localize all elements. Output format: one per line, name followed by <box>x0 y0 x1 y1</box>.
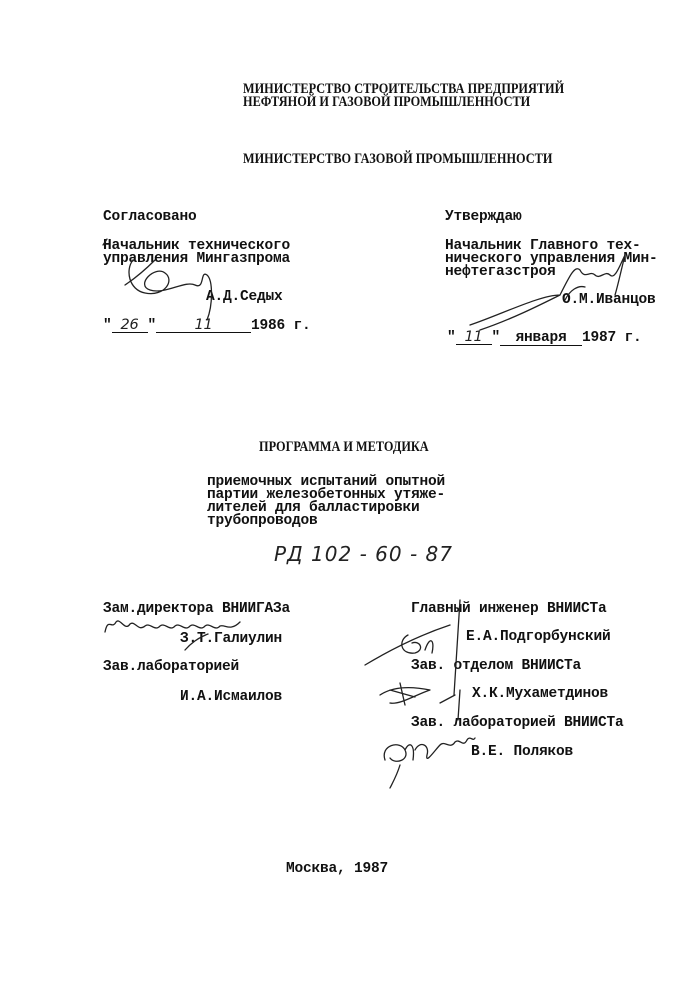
document-subtitle-3: лителей для балластировки <box>207 500 420 516</box>
approval-left-date-year: 1986 г. <box>251 318 311 334</box>
signature-polyakov <box>375 720 505 790</box>
approval-left-heading: Согласовано <box>103 209 197 225</box>
ministry-2: МИНИСТЕРСТВО ГАЗОВОЙ ПРОМЫШЛЕННОСТИ <box>243 151 553 167</box>
approval-left-position-1: Начальник технического <box>103 238 291 254</box>
signatory-right-name: Х.К.Мухаметдинов <box>472 686 609 702</box>
signatory-left-name: И.А.Исмаилов <box>180 689 283 705</box>
document-subtitle-2: партии железобетонных утяже- <box>207 487 446 503</box>
signature-ivantsov <box>460 245 640 335</box>
signatory-left-name: З.Т.Галиулин <box>180 631 283 647</box>
approval-right-name: О.М.Иванцов <box>562 292 656 308</box>
ministry-1-line-2: НЕФТЯНОЙ И ГАЗОВОЙ ПРОМЫШЛЕННОСТИ <box>243 94 531 110</box>
approval-right-position-2: нического управления Мин- <box>445 251 658 267</box>
approval-right-position-3: нефтегазстроя <box>445 264 556 280</box>
signatory-right-position: Зав. отделом ВНИИСТа <box>411 658 582 674</box>
approval-right-date: " 11 " января 1987 г. <box>447 329 642 346</box>
signatory-right-position: Зав. лабораторией ВНИИСТа <box>411 715 624 731</box>
signatory-left-position: Зам.директора ВНИИГАЗа <box>103 601 291 617</box>
approval-right-heading: Утверждаю <box>445 209 522 225</box>
approval-left-date-month: 11 <box>156 319 251 333</box>
approval-left-position-2: управления Мингазпрома <box>103 251 291 267</box>
document-title: ПРОГРАММА И МЕТОДИКА <box>259 439 429 455</box>
approval-right-date-month: января <box>500 332 582 346</box>
signatory-right-name: Е.А.Подгорбунский <box>466 629 611 645</box>
approval-left-date: " 26 " 11 1986 г. <box>103 317 311 334</box>
signatory-left-position: Зав.лабораторией <box>103 659 240 675</box>
signatory-right-name: В.Е. Поляков <box>471 744 574 760</box>
signature-sedykh <box>95 235 215 315</box>
ministry-1-line-1: МИНИСТЕРСТВО СТРОИТЕЛЬСТВА ПРЕДПРИЯТИЙ <box>243 81 565 97</box>
signature-galiulin <box>100 612 250 652</box>
place-and-year: Москва, 1987 <box>286 861 389 877</box>
approval-left-name: А.Д.Седых <box>206 289 283 305</box>
document-subtitle-1: приемочных испытаний опытной <box>207 474 446 490</box>
document-code: РД 102 - 60 - 87 <box>274 542 453 566</box>
document-subtitle-4: трубопроводов <box>207 513 318 529</box>
signatory-right-position: Главный инженер ВНИИСТа <box>411 601 607 617</box>
approval-right-date-year: 1987 г. <box>582 330 642 346</box>
approval-left-date-day: 26 <box>112 319 148 333</box>
approval-right-date-day: 11 <box>456 331 492 345</box>
approval-right-position-1: Начальник Главного тех- <box>445 238 641 254</box>
